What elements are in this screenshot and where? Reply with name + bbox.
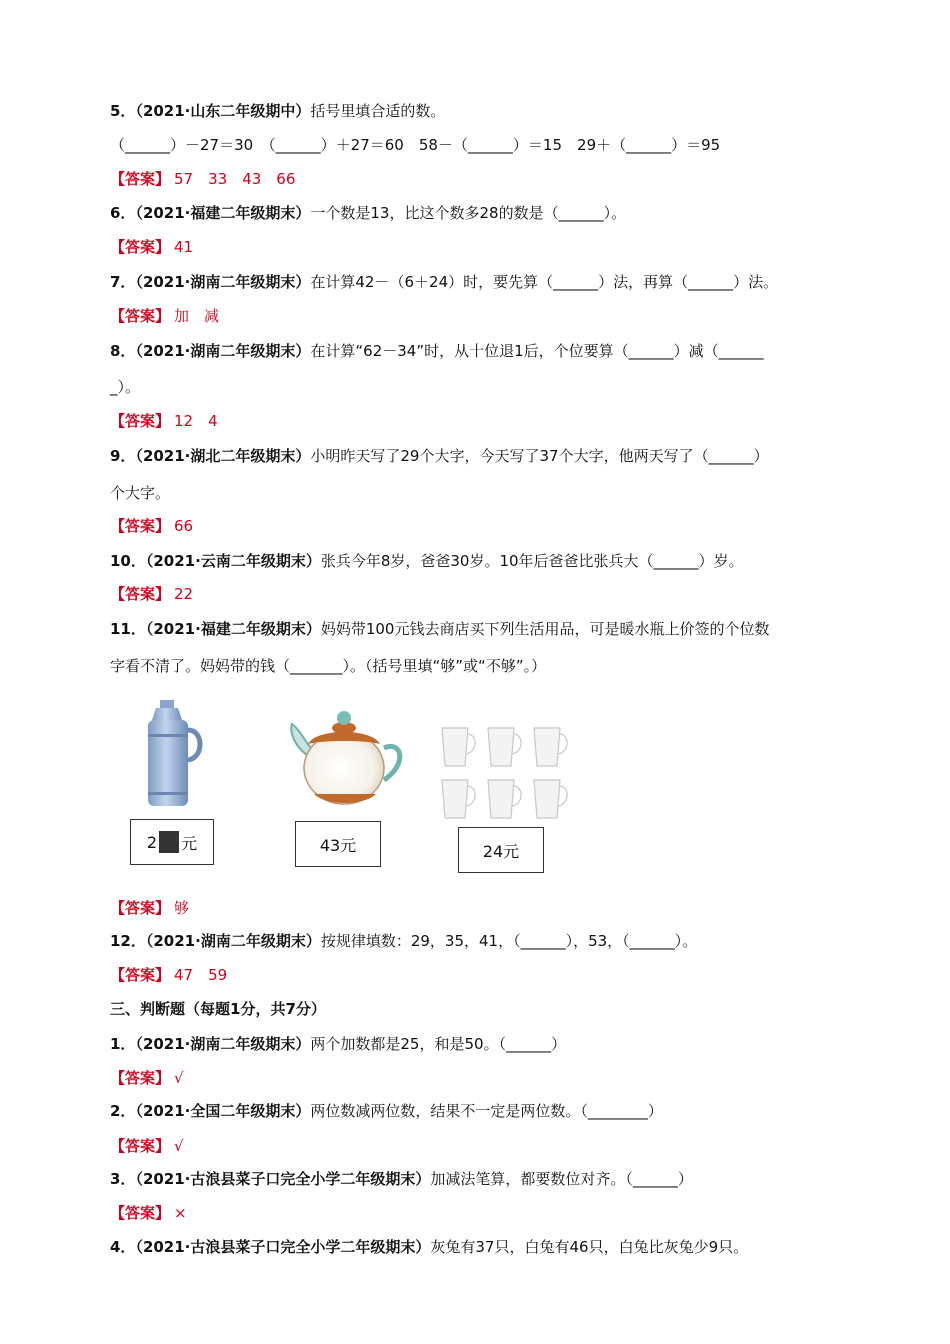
question-number: 1． — [110, 1035, 136, 1053]
answer-j3 — [110, 1203, 187, 1223]
answer-j2 — [110, 1136, 184, 1156]
answer-tag: 【答案】 — [110, 238, 171, 256]
question-source: （2021·湖南二年级期末） — [145, 932, 321, 950]
question-text: 灰兔有37只，白兔有46只，白兔比灰兔少9只。 — [430, 1238, 749, 1256]
question-9-continued: 个大字。 — [110, 484, 171, 502]
question-number: 10． — [110, 552, 146, 570]
answer-10 — [110, 584, 193, 604]
question-source: （2021·古浪县菜子口完全小学二年级期末） — [135, 1170, 431, 1188]
question-12 — [110, 931, 697, 951]
question-number: 2． — [110, 1102, 136, 1120]
answer-tag: 【答案】 — [110, 899, 171, 917]
answer-6 — [110, 237, 193, 257]
answer-12 — [110, 965, 227, 985]
question-10 — [110, 551, 744, 571]
question-source: （2021·湖北二年级期末） — [135, 447, 311, 465]
teapot-price-tag — [295, 821, 381, 867]
answer-value: 够 — [174, 899, 190, 917]
judgement-1 — [110, 1034, 566, 1054]
question-number: 6． — [110, 204, 136, 222]
question-8-continued: _）。 — [110, 378, 141, 396]
answer-5 — [110, 169, 295, 189]
question-text: 加减法笔算，都要数位对齐。（______） — [430, 1170, 693, 1188]
answer-tag: 【答案】 — [110, 307, 171, 325]
question-source: （2021·云南二年级期末） — [145, 552, 321, 570]
question-9 — [110, 446, 769, 466]
answer-8 — [110, 411, 218, 431]
thermos-image — [140, 698, 210, 810]
answer-9 — [110, 516, 193, 536]
question-8 — [110, 341, 764, 361]
question-number: 8． — [110, 342, 136, 360]
question-text: 括号里填合适的数。 — [310, 102, 446, 120]
question-text: 一个数是13，比这个数多28的数是（______）。 — [310, 204, 627, 222]
question-text: 妈妈带100元钱去商店买下列生活用品，可是暖水瓶上价签的个位数 — [320, 620, 770, 638]
cups-price: 24元 — [482, 841, 520, 861]
answer-j1 — [110, 1068, 184, 1088]
answer-value: 66 — [174, 517, 194, 535]
answer-tag: 【答案】 — [110, 1137, 171, 1155]
question-number: 4． — [110, 1238, 136, 1256]
question-text: 小明昨天写了29个大字，今天写了37个大字，他两天写了（______） — [310, 447, 769, 465]
answer-value: × — [174, 1204, 187, 1222]
question-text: 张兵今年8岁，爸爸30岁。10年后爸爸比张兵大（______）岁。 — [320, 552, 744, 570]
judgement-4 — [110, 1237, 748, 1257]
question-source: （2021·古浪县菜子口完全小学二年级期末） — [135, 1238, 431, 1256]
question-number: 9． — [110, 447, 136, 465]
answer-11 — [110, 898, 189, 918]
section-title: 三、判断题（每题1分，共7分） — [110, 1000, 326, 1018]
answer-value: 57 33 43 66 — [174, 170, 296, 188]
question-text: 两位数减两位数，结果不一定是两位数。（________） — [310, 1102, 663, 1120]
question-source: （2021·福建二年级期末） — [145, 620, 321, 638]
question-source: （2021·湖南二年级期末） — [135, 273, 311, 291]
answer-value: 47 59 — [174, 966, 228, 984]
answer-tag: 【答案】 — [110, 1204, 171, 1222]
judgement-2 — [110, 1101, 663, 1121]
question-11 — [110, 619, 769, 639]
answer-tag: 【答案】 — [110, 517, 171, 535]
question-number: 7． — [110, 273, 136, 291]
question-number: 12． — [110, 932, 146, 950]
teapot-price: 43元 — [319, 835, 357, 855]
question-text: 在计算42－（6＋24）时，要先算（______）法，再算（______）法。 — [310, 273, 779, 291]
question-number: 11． — [110, 620, 146, 638]
judgement-3 — [110, 1169, 693, 1189]
question-5-expressions: （______）－27＝30 （______）＋27＝60 58－（______）＝15 29＋（______）＝95 — [110, 136, 721, 154]
question-source: （2021·山东二年级期中） — [135, 102, 311, 120]
price-digit: 2 — [146, 832, 158, 852]
hidden-digit-box — [159, 831, 179, 853]
cups-price-tag — [458, 827, 544, 873]
answer-tag: 【答案】 — [110, 585, 171, 603]
question-source: （2021·湖南二年级期末） — [135, 1035, 311, 1053]
question-5 — [110, 101, 445, 121]
price-unit: 元 — [181, 833, 198, 853]
question-source: （2021·福建二年级期末） — [135, 204, 311, 222]
answer-value: √ — [174, 1137, 184, 1155]
answer-tag: 【答案】 — [110, 412, 171, 430]
answer-7 — [110, 306, 219, 326]
question-number: 3． — [110, 1170, 136, 1188]
answer-value: 41 — [174, 238, 194, 256]
question-source: （2021·全国二年级期末） — [135, 1102, 311, 1120]
answer-value: 22 — [174, 585, 194, 603]
answer-tag: 【答案】 — [110, 170, 171, 188]
question-source: （2021·湖南二年级期末） — [135, 342, 311, 360]
question-6 — [110, 203, 626, 223]
teapot-image — [286, 708, 406, 808]
question-text: 按规律填数：29，35，41，（______），53，（______）。 — [320, 932, 698, 950]
answer-value: 12 4 — [174, 412, 218, 430]
question-number: 5． — [110, 102, 136, 120]
thermos-price-tag — [130, 819, 214, 865]
answer-tag: 【答案】 — [110, 966, 171, 984]
answer-value: 加 减 — [174, 307, 220, 325]
question-text: 两个加数都是25，和是50。（______） — [310, 1035, 567, 1053]
answer-tag: 【答案】 — [110, 1069, 171, 1087]
cups-image — [438, 722, 578, 826]
answer-value: √ — [174, 1069, 184, 1087]
question-11-continued: 字看不清了。妈妈带的钱（_______）。（括号里填“够”或“不够”。） — [110, 657, 547, 675]
question-text: 在计算“62－34”时，从十位退1后，个位要算（______）减（______ — [310, 342, 764, 360]
question-7 — [110, 272, 778, 292]
